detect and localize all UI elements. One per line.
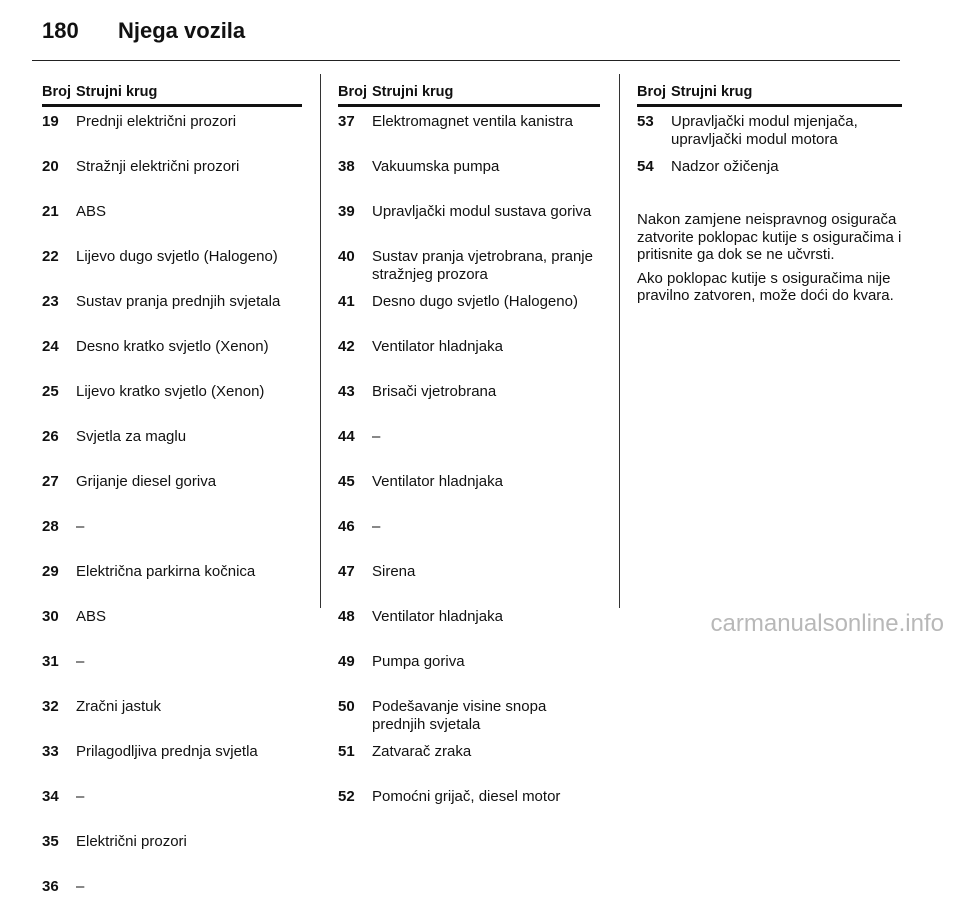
circuit-name: Lijevo kratko svjetlo (Xenon) [76,383,265,400]
circuit-name: Ventilator hladnjaka [372,338,503,355]
circuit-name: Elektromagnet ventila kanistra [372,113,573,130]
table-row [637,158,902,203]
table-row [42,833,302,878]
fuse-number: 45 [338,473,355,490]
table-header [42,74,302,107]
circuit-name: Pumpa goriva [372,653,465,670]
circuit-name: Prednji električni prozori [76,113,237,130]
table-row [338,518,600,563]
fuse-number: 49 [338,653,355,670]
table-row [338,473,600,518]
table-header [338,74,600,107]
header-number: Broj [42,84,71,100]
fuse-number: 20 [42,158,59,175]
circuit-name: Pomoćni grijač, diesel motor [372,788,561,805]
fuse-number: 48 [338,608,355,625]
circuit-name: Desno dugo svjetlo (Halogeno) [372,293,578,310]
fuse-number: 31 [42,653,59,670]
circuit-name: – [76,518,85,535]
fuse-number: 28 [42,518,59,535]
table-row [338,338,600,383]
circuit-name: – [372,428,381,445]
page-header [42,18,245,48]
circuit-name: Upravljački modul mjenjača, upravljački modul motora [671,113,858,148]
table-row [42,158,302,203]
fuse-number: 54 [637,158,654,175]
header-number: Broj [637,84,666,100]
table-row [42,293,302,338]
circuit-name: Ventilator hladnjaka [372,473,503,490]
note-paragraph: Nakon zamjene neispravnog osigurača zatvorite poklopac kutije s osiguračima i pritisnite ga dok se ne učvrsti. [637,211,902,263]
fuse-number: 37 [338,113,355,130]
fuse-number: 32 [42,698,59,715]
table-row [338,698,600,743]
table-row [338,248,600,293]
fuse-number: 41 [338,293,355,310]
circuit-name: ABS [76,608,107,625]
fuse-number: 27 [42,473,59,490]
header-circuit: Strujni krug [372,84,454,100]
circuit-name: Prilagodljiva prednja svjetla [76,743,258,760]
table-row [42,203,302,248]
table-row [338,788,600,833]
table-header [637,74,902,107]
fuse-number: 23 [42,293,59,310]
table-row [42,563,302,608]
fuse-number: 24 [42,338,59,355]
circuit-name: Sustav pranja vjetrobrana, pranje stražnjeg prozora [372,248,593,283]
page-number: 180 [42,18,79,43]
circuit-name: Stražnji električni prozori [76,158,240,175]
table-row [42,608,302,653]
fuse-number: 22 [42,248,59,265]
table-row [42,113,302,158]
circuit-name: Grijanje diesel goriva [76,473,217,490]
fuse-number: 52 [338,788,355,805]
fuse-number: 42 [338,338,355,355]
table-row [42,743,302,788]
circuit-name: Zračni jastuk [76,698,162,715]
table-row [338,653,600,698]
fuse-number: 29 [42,563,59,580]
fuse-number: 30 [42,608,59,625]
fuse-table-column-3 [637,74,902,311]
circuit-name: ABS [76,203,107,220]
header-circuit: Strujni krug [76,84,158,100]
circuit-name: Sustav pranja prednjih svjetala [76,293,281,310]
table-row [338,113,600,158]
circuit-name: – [76,878,85,895]
table-body [338,113,600,833]
fuse-number: 50 [338,698,355,715]
table-row [42,473,302,518]
circuit-name: Električna parkirna kočnica [76,563,256,580]
fuse-number: 38 [338,158,355,175]
circuit-name: Desno kratko svjetlo (Xenon) [76,338,269,355]
page-title: Njega vozila [118,18,246,43]
circuit-name: Električni prozori [76,833,187,850]
fuse-number: 25 [42,383,59,400]
fuse-number: 35 [42,833,59,850]
notes [637,211,902,305]
fuse-number: 43 [338,383,355,400]
fuse-number: 19 [42,113,59,130]
fuse-number: 39 [338,203,355,220]
table-row [338,563,600,608]
table-row [42,788,302,833]
fuse-number: 34 [42,788,59,805]
circuit-name: Nadzor ožičenja [671,158,779,175]
circuit-name: – [76,788,85,805]
fuse-table-column-1 [42,74,302,923]
fuse-number: 46 [338,518,355,535]
circuit-name: Svjetla za maglu [76,428,187,445]
fuse-number: 51 [338,743,355,760]
circuit-name: Podešavanje visine snopa prednjih svjetala [372,698,547,733]
table-row [42,698,302,743]
circuit-name: Ventilator hladnjaka [372,608,503,625]
header-circuit: Strujni krug [671,84,753,100]
circuit-name: – [372,518,381,535]
column-divider [619,74,620,608]
table-row [42,248,302,293]
fuse-number: 53 [637,113,654,130]
fuse-number: 36 [42,878,59,895]
watermark: carmanualsonline.info [710,610,944,637]
table-row [338,428,600,473]
fuse-number: 26 [42,428,59,445]
fuse-number: 40 [338,248,355,265]
circuit-name: Brisači vjetrobrana [372,383,497,400]
table-row [338,743,600,788]
header-number: Broj [338,84,367,100]
table-row [42,338,302,383]
table-body [42,113,302,923]
table-row [42,518,302,563]
table-row [338,203,600,248]
fuse-number: 47 [338,563,355,580]
table-row [338,293,600,338]
table-row [42,878,302,923]
fuse-number: 33 [42,743,59,760]
fuse-number: 21 [42,203,59,220]
fuse-table-column-2 [338,74,600,833]
column-divider [320,74,321,608]
circuit-name: Zatvarač zraka [372,743,472,760]
fuse-number: 44 [338,428,355,445]
circuit-name: – [76,653,85,670]
table-row [42,428,302,473]
circuit-name: Upravljački modul sustava goriva [372,203,592,220]
table-row [338,383,600,428]
circuit-name: Lijevo dugo svjetlo (Halogeno) [76,248,278,265]
note-paragraph: Ako poklopac kutije s osiguračima nije pravilno zatvoren, može doći do kvara. [637,269,894,304]
table-row [338,608,600,653]
table-row [338,158,600,203]
table-row [637,113,902,158]
header-divider [32,60,900,61]
circuit-name: Sirena [372,563,416,580]
table-body [637,113,902,203]
table-row [42,653,302,698]
table-row [42,383,302,428]
circuit-name: Vakuumska pumpa [372,158,500,175]
